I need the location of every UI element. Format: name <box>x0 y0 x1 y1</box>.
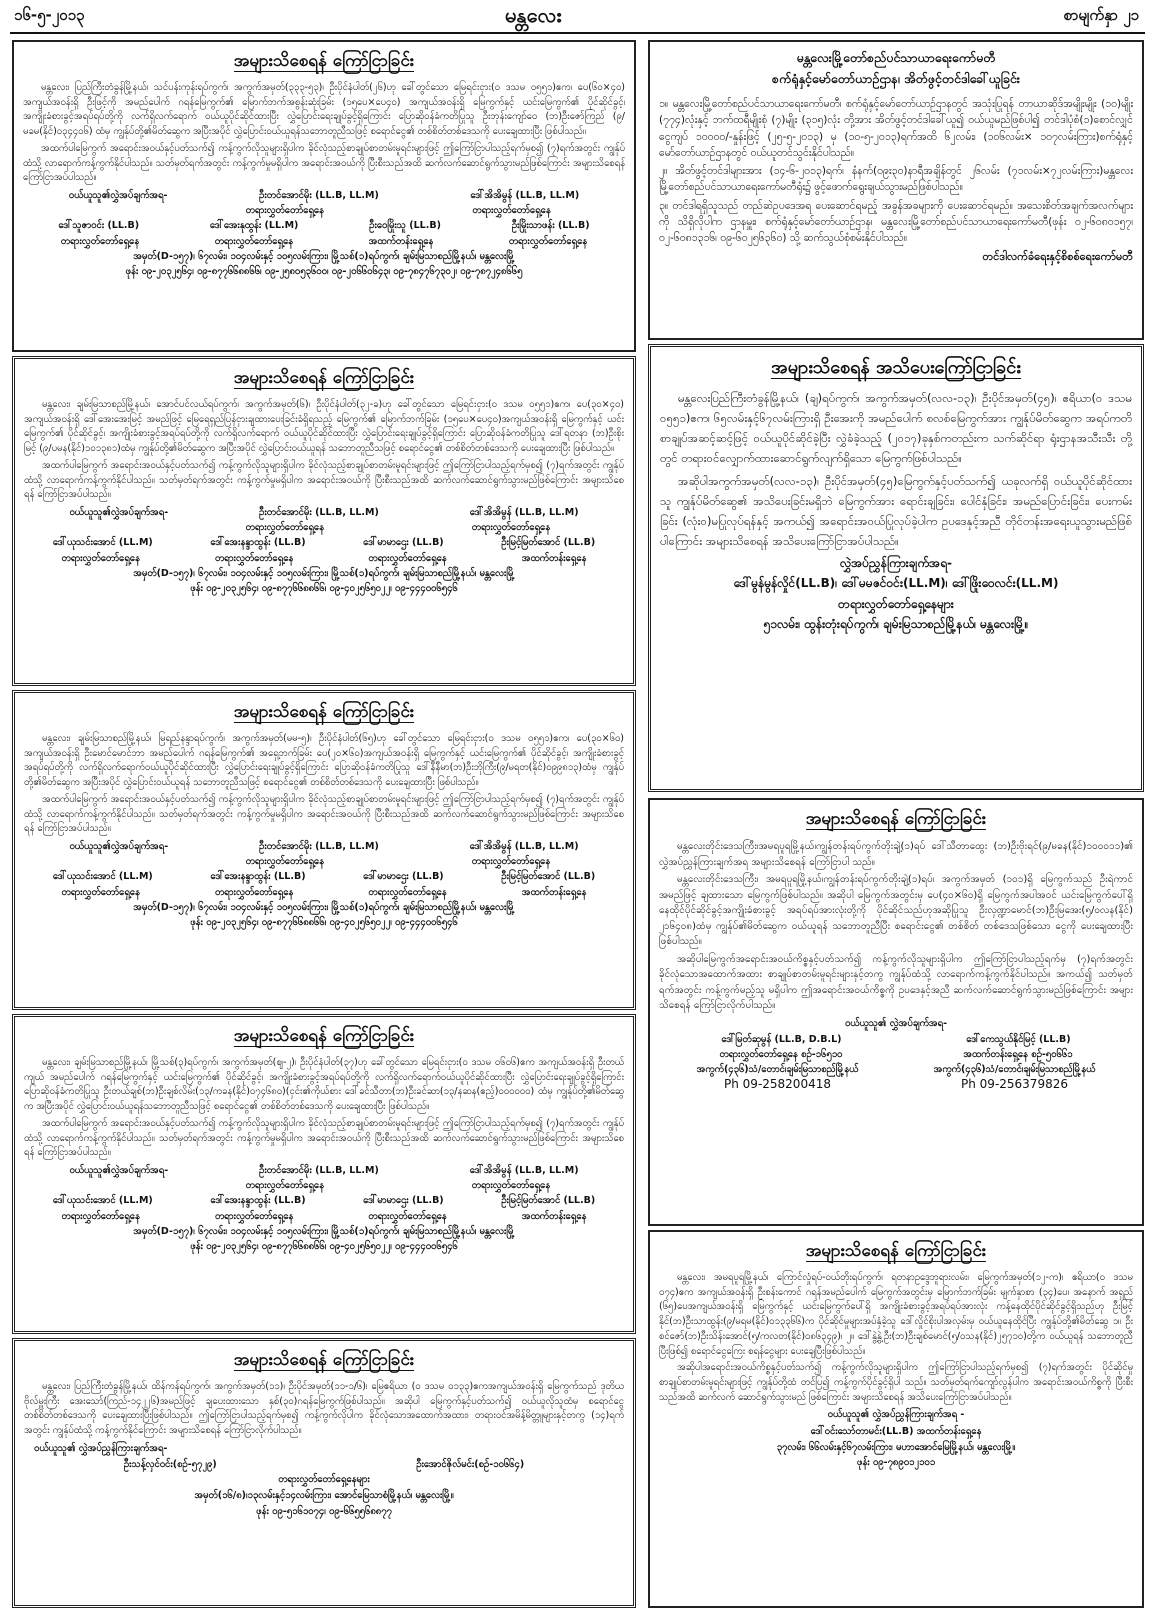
signature: ဒေါ်မွန်မွန်လှိုင်(LL.B)၊ ဒေါ်မမဇင်ဝင်း(LL.M)၊ ဒေါ်ဖြိုးဝေလင်း(LL.M) <box>733 576 1059 591</box>
phone: ဖုန်း ၀၉-၅၁၆၁၀၇၄၊ ၀၉-၆၆၅၅၆၈၈၇၇ <box>256 1505 392 1517</box>
phone: ဖုန်း ၀၉-၂၀၃၂၅၆၄၊ ၀၉-၈၇၇၆၆၈၈၆၆၊ ၀၉-၄၀၂၅၆၅၀၂၂၊ ၀၉-၄၄၄၀၀၆၅၄၆ <box>190 582 458 594</box>
notice-title: အများသိစေရန် ကြော်ငြာခြင်း <box>233 1026 415 1046</box>
phone: ဖုန်း ၀၉-၂၀၃၂၅၆၄၊ ၀၉-၈၇၇၆၆၈၈၆၆၊ ၀၉-၂၅၈၀၅၃၆၀၀၊ ၀၉-၂၀၆၆၀၆၄၃၊ ၀၉-၇၈၄၇၆၇၃၀၂၊ ၀၉-၇၈၇၂၄၈၆၆၅ <box>125 265 523 277</box>
signature: တင်ဒါလက်ခံရေးနှင့်စိစစ်ရေးကော်မတီ <box>982 250 1133 264</box>
signature-row: တရားလွှတ်တော်ရှေ့နေ တရားလွှတ်တော်ရှေ့နေ <box>245 205 551 217</box>
signature-row: ဝယ်ယူသူ၏လွှဲအပ်ချက်အရ- ဦးတင်အောင်မိုး (LL.B, LL.M) ဒေါ်အိအိမွန် (LL.B, LL.M) <box>69 507 579 519</box>
signature-row: တရားလွှတ်တော်ရှေ့နေ တရားလွှတ်တော်ရှေ့နေ <box>245 1180 551 1192</box>
notice-body: မန္တလေး၊ ပြည်ကြီးတံခွန်မြို့နယ်၊ ထိန်ကန်ရပ်ကွက်၊ အကွက်အမှတ်(၁၁)၊ ဦးပိုင်အမှတ်(၁၁-၁/၆)၊ မြေဧရိယာ (၀ ဒသမ ၀၁၃၃)ဧကအကျယ်အဝန်းရှိ မြေကွက်သည် ဒုတိယဗိုလ်မှူးကြီး အေးသော်(ကြည်-၁၄၂၂၆)အမည်ဖြင့် ချပေးထားသော နှစ်(၃၀)ဂရန်မြေကွက်ဖြစ်ပါသည်။ အဆိုပါ မြေကွက်နှင့်ပတ်သက်၍ ဝယ်ယူလိုသူထံမှ စရောင်ငွေတစ်စိတ်တစ်ဒေသကို ပေးချေထားပြီးဖြစ်ပါသည်။ ဤကြော်ငြာပါသည့်ရက်မှစ၍ ကန့်ကွက်လိုပါက ခိုင်လုံသောအထောက်အထား၊ တရားဝင်အမိန့်မိတ္တူများနှင့်တကွ (၁၄)ရက်အတွင်း ကျွန်ုပ်ထံသို့ ကန့်ကွက်နိုင်ကြောင်း အများသိစေရန် ကြော်ငြာလိုက်ပါသည်။ <box>24 1381 624 1437</box>
notice-title: အများသိစေရန် ကြော်ငြာခြင်း <box>233 1350 415 1370</box>
notice-body: ၁။ မန္တလေးမြို့တော်စည်ပင်သာယာရေးကော်မတီ၊ စက်ရုံနှင့်မော်တော်ယာဉ်ဌာနတွင် အသုံးပြုရန် တာယာဆိုဒ်အမျိုးမျိုး (၁၀)မျိုး (၇၇၄)လုံးနှင့် ဘက်ထရီမျိုးစုံ (၇)မျိုး (၃၁၅)လုံး တို့အား အိတ်ဖွင့်တင်ဒါခေါ်ယူ၍ ဝယ်ယူမည်ဖြစ်ပါ၍ တင်ဒါပုံစံ(၁)စောင်လျှင် ငွေကျပ် ၁၀၀၀၀/-နှုန်းဖြင့် (၂၅-၅-၂၀၁၃) မှ (၁၀-၅-၂၀၁၃)ရက်အထိ ၆၂လမ်း၊ (၁၀၆လမ်း× ၁၀၇လမ်းကြား)စက်ရုံနှင့်မော်တော်ယာဉ်ဌာနတွင် ဝယ်ယူတင်သွင်းနိုင်ပါသည်။ <box>659 98 1133 159</box>
signature-row: တရားလွှတ်တော်ရှေ့နေ တရားလွှတ်တော်ရှေ့နေ တရားလွှတ်တော်ရှေ့နေ အထက်တန်းရှေ့နေ <box>61 886 587 898</box>
signature-row: အကွက်(၄၃၆)သံ/တောင်၊ချမ်းမြသာစည်မြို့နယ် အကွက်(၄၃၆)သံ/တောင်၊ချမ်းမြသာစည်မြို့နယ် <box>696 1064 1096 1076</box>
notice-2 <box>12 356 636 686</box>
notice-body: ၂။ အိတ်ဖွင့်တင်ဒါများအား (၁၄-၆-၂၀၁၃)ရက်၊ နံနက်(၀၉း၃၀)နာရီအချိန်တွင် ၂၆လမ်း (၇၁လမ်း×၇၂လမ်းကြား)မန္တလေးမြို့တော်စည်ပင်သာယာရေးကော်မတီရုံး၌ ဖွင့်ဖောက်ရွေးချယ်သွားမည်ဖြစ်ပါသည်။ <box>659 165 1133 194</box>
page-number: စာမျက်နှာ ၂၁ <box>1063 6 1139 24</box>
address: အမှတ်(D-၁၅၇)၊ ၆၇လမ်း၊ ၁၀၄လမ်းနှင့် ၁၀၅လမ်းကြား၊ မြို့သစ်(၁)ရပ်ကွက်၊ ချမ်းမြသာစည်မြို့နယ်၊ မန္တလေးမြို့ <box>133 1225 515 1237</box>
notice-body: ၃။ တင်ဒါရရှိသူသည် တည်ဆဲဥပဒေအရ ပေးဆောင်ရမည့် အခွန်အခများကို ပေးဆောင်ရမည်။ အသေးစိတ်အချက်အလက်များကို သိရှိလိုပါက ဌာနမှူး၊ စက်ရုံနှင့်မော်တော်ယာဉ်ဌာန၊ မန္တလေးမြို့တော်စည်ပင်သာယာရေးကော်မတီ(ဖုန်း ၀၂-၆၀၈၀၁၅၇၊ ၀၂-၆၀၈၁၃၁၆၊ ၀၉-၆၀၂၅၆၃၆၀) သို့ ဆက်သွယ်စုံစမ်းနိုင်ပါသည်။ <box>659 199 1133 245</box>
signature: တရားလွှတ်တော်ရှေ့နေများ <box>838 596 954 611</box>
notice-body: မန္တလေး၊ အမရပူရမြို့နယ်၊ ကြောင်လှုံရပ်-ဝယ်တိုးရပ်ကွက်၊ ရတနာဥဒ္ဒေဘူရားလမ်း၊ မြေကွက်အမှတ်(၁၂-က)၊ ဧရိယာ(၀ ဒသမ ၀၇၄)ဧက အကျယ်အဝန်းရှိ ဦးစန်းကောင် ဂရန်အမည်ပေါက် မြေကွက်အတွင်းမှ မြောက်ဘက်ခြမ်း မျက်နှာစာ (၃၄)ပေ၊ အနောက် အရှည် (၆၅)ပေအကျယ်အဝန်းရှိ မြေကွက်နှင့် ယင်းမြေကွက်ပေါ်ရှိ အကျိုးခံစားခွင့်အရပ်ရပ်အားလုံး ကန့်နေထိုင်ပိုင်ဆိုင်ခွင့်ရှိသည်ဟု ဦးမြင့်နိုင်(ဘ)ဦးသာထွန်း(၉/မရမ(နိုင်)၀၁၃၃၆၆)က ပိုင်ဆိုင်မှုများအပ်နှံခဲ့သူ ဒေါ်လှိုင်စိုးပါအလှမ်းမှ ဝယ်ယူနေထိုင်ပြီး ကျွန်ုပ်တို့၏မိတ်ဆွေ ၁။ ဦးစင်ဇော်(ဘ)ဦးသိန်းအောင်(၅/ကလတ(နိုင်)၀၈၆၃၄၉)၊ ၂။ ဒေါ်နွဲ့နွဲ့ဦး(ဘ)ဦးချစ်မောင်(၅/၀သန(နိုင်)၂၅၇၁၀)တို့က ဝယ်ယူရန် သဘောတူညီပြီးဖြစ်၍ စရောင်ငွေကြေး စရန်ငွေများ ပေးချေပြီးဖြစ်ပါသည်။ <box>659 1272 1133 1357</box>
notice-body: အဆိုပါအကွက်အမှတ်(လလ-၁၃)၊ ဦးပိုင်အမှတ်(၄၅)မြေကွက်နှင့်ပတ်သက်၍ ယခုလက်ရှိ ဝယ်ယူပိုင်ဆိုင်ထားသူ ကျွန်ုပ်မိတ်ဆွေ၏ အသိပေးခြင်းမရှိဘဲ မြေကွက်အား ရောင်းချခြင်း၊ ပေါင်နှံခြင်း၊ အမည်ပြောင်းခြင်း၊ ပေးကမ်းခြင်း (လုံးဝ)မပြုလုပ်ရန်နှင့် အကယ်၍ အရောင်းအဝယ်ပြုလုပ်ခဲ့ပါက ဥပဒေနှင့်အညီ တိုင်တန်းအရေးယူသွားမည်ဖြစ် ပါကြောင်း အများသိစေရန် အသိပေးကြော်ငြာအပ်ပါသည်။ <box>660 473 1132 548</box>
header-rule <box>10 32 1145 34</box>
address: အမှတ်(၁၆/၈)၊၁၃လမ်းနှင့်၁၄လမ်းကြား၊ အောင်မြေသာစံမြို့နယ်၊ မန္တလေးမြို့။ <box>194 1490 454 1502</box>
notice-7 <box>648 344 1144 792</box>
signature-row: ဝယ်ယူသူ၏လွှဲအပ်ချက်အရ- ဦးတင်အောင်မိုး (LL.B, LL.M) ဒေါ်အိအိမွန် (LL.B, LL.M) <box>69 841 579 853</box>
notice-title: အများသိစေရန် ကြော်ငြာခြင်း <box>805 809 987 829</box>
signature: ဝယ်ယူသူ၏ လွှဲအပ်ချက်အရ- <box>844 1017 948 1029</box>
signature-row: ဒေါ်ယုသင်းအောင် (LL.M) ဒေါ်အေးနန္ဒာထွန်း (LL.B) ဒေါ်မာမာဌေး (LL.B) ဦးမြင့်မြတ်အောင် (LL.B) <box>52 1195 596 1207</box>
notice-title: အများသိစေရန် ကြော်ငြာခြင်း <box>805 1241 987 1261</box>
newspaper-logo: မန္တလေး <box>505 3 562 27</box>
address: ၃၇လမ်း၊ ၆၆လမ်းနှင့်၆၇လမ်းကြား၊ မဟာအောင်မြေမြို့နယ်၊ မန္တလေးမြို့။ <box>776 1441 1016 1453</box>
notice-title: အများသိစေရန် အသိပေးကြော်ငြာခြင်း <box>771 357 1021 378</box>
signature: တရားလွှတ်တော်ရှေ့နေများ <box>278 1474 370 1486</box>
tender-title: မန္တလေးမြို့တော်စည်ပင်သာယာရေးကော်မတီ <box>796 50 996 65</box>
page-header <box>0 0 1155 34</box>
signature-row: ဒေါ်ယုသင်းအောင် (LL.M) ဒေါ်အေးနန္ဒာထွန်း (LL.B) ဒေါ်မာမာဌေး (LL.B) ဦးမြင့်မြတ်အောင် (LL.B) <box>52 537 596 549</box>
notice-5 <box>12 1338 636 1608</box>
notice-9 <box>648 1230 1144 1608</box>
notice-title: အများသိစေရန် ကြော်ငြာခြင်း <box>233 51 415 71</box>
address: အမှတ်(D-၁၅၇)၊ ၆၇လမ်း၊ ၁၀၄လမ်းနှင့် ၁၀၅လမ်းကြား၊ မြို့သစ်(၁)ရပ်ကွက်၊ ချမ်းမြသာစည်မြို့နယ်၊ မန္တလေးမြို့ <box>133 250 515 262</box>
signature-row: တရားလွှတ်တော်ရှေ့နေ တရားလွှတ်တော်ရှေ့နေ တရားလွှတ်တော်ရှေ့နေ အထက်တန်းရှေ့နေ <box>61 1210 587 1222</box>
address: ၅၁လမ်း၊ ထွန်းတုံးရပ်ကွက်၊ ချမ်းမြသာစည်မြို့နယ်၊ မန္တလေးမြို့။ <box>763 617 1029 632</box>
notice-4 <box>12 1014 636 1334</box>
signature: ဒေါ်ဝင်းသော်တာမင်း(LL.B) အထက်တန်းရှေ့နေ <box>810 1425 982 1437</box>
signature-row: တရားလွှတ်တော်ရှေ့နေ တရားလွှတ်တော်ရှေ့နေ <box>245 856 551 868</box>
notice-3 <box>12 690 636 1010</box>
signature-row: ဝယ်ယူသူ၏လွှဲအပ်ချက်အရ- ဦးတင်အောင်မိုး (LL.B, LL.M) ဒေါ်အိအိမွန် (LL.B, LL.M) <box>68 190 580 202</box>
tender-subtitle: စက်ရုံနှင့်မော်တော်ယာဉ်ဌာန၊ အိတ်ဖွင့်တင်ဒါခေါ်ယူခြင်း <box>772 71 1020 86</box>
notice-body: အထက်ပါမြေကွက် အရောင်းအဝယ်နှင့်ပတ်သက်၍ ကန့်ကွက်လိုသူများရှိပါက ခိုင်လုံသည့်စာချုပ်စာတမ်းမူရင်းများဖြင့် ဤကြော်ငြာပါသည့်ရက်မှစ၍ (၇)ရက်အတွင်း ကျွန်ုပ်ထံသို့ လာရောက်ကန့်ကွက်နိုင်ပါသည်။ သတ်မှတ်ရက်အတွင်း ကန့်ကွက်မှုမရှိပါက အရောင်းအဝယ်ကို ပြီးစီးသည်အထိ ဆက်လက်ဆောင်ရွက်သွားမည်ဖြစ်ကြောင်း အများသိစေရန် ကြော်ငြာအပ်ပါသည်။ <box>24 1117 624 1159</box>
notice-body: မန္တလေးတိုင်းဒေသကြီး၊ အမရပူရမြို့နယ်၊ကျွန်တန်းရပ်ကွက်တိုးချဲ့(၁)ရပ်၊ အကွက်အမှတ် (၁၀၁)ရှိ မြေကွက်သည် ဦးရဲကာင်အမည်ဖြင့် ချထားသော မြေကွက်ဖြစ်ပါသည်။ အဆိုပါ မြေကွက်အတွင်းမှ ပေ(၄၀×၆၀)ရှိ မြေကွက်အပါအဝင် ယင်းမြေကွက်ပေါ်ရှိ နေထိုင်ပိုင်ဆိုင်ခွင့်အကျိုးခံစားခွင့် အရပ်ရပ်အားလုံးတို့ကို ပိုင်ဆိုင်သည်ဟုအဆိုပြုသူ ဦးလှဏ္ဍာမောင်(ဘ)ဦးမြအေး(၅/ဝလန(နိုင်) ၂၁၆၄၀၈)ထံမှ ကျွန်ုပ်၏မိတ်ဆွေက ဝယ်ယူရန် သဘောတူညီပြီး စရောင်းငွေ၏ တစ်စိတ် တစ်ဒေသဖြစ်သော ငွေကို ပေးချေထားပြီးဖြစ်ပါသည်။ <box>659 874 1133 947</box>
signature: ဝယ်ယူသူ၏ လွှဲအပ်ညွှန်ကြားချက်အရ - <box>827 1409 965 1421</box>
phone: ဖုန်း ၀၉-၂၀၃၂၅၆၄၊ ၀၉-၈၇၇၆၆၈၈၆၆၊ ၀၉-၄၀၂၅၆၅၀၂၂၊ ၀၉-၄၄၄၀၀၆၅၄၆ <box>190 1240 458 1252</box>
signature-row: ဦးသန့်လှင်ဝင်း(စဥ်-၅၇၂၉) ဦးအောင်ဇိုလ်မင်း(စဥ်-၁၀၆၆၄) <box>123 1459 525 1471</box>
signature-row: တရားလွှတ်တော်ရှေ့နေ စဉ်-၁၆၅၁၀ အထက်တန်းရှေ့နေ စဉ်-၅၀၆၆၁ <box>719 1048 1073 1060</box>
notice-body: အဆိုပါအရောင်းအဝယ်ကိစ္စနှင့်ပတ်သက်၍ ကန့်ကွက်လိုသူများရှိပါက ဤကြော်ငြာပါသည့်ရက်မှစ၍ (၇)ရက်အတွင်း ပိုင်ဆိုင်မှုစာချုပ်စာတမ်းမူရင်းများဖြင့် ကျွန်ုပ်တို့ထံ တင်ပြ၍ ကန့်ကွက်ပိုင်ခွင့်ရှိပါ သည်။ သတ်မှတ်ရက်ကျော်လွန်ပါက အရောင်းအဝယ်ကိစ္စကို ပြီးစီးသည်အထိ ဆက်လက် ဆောင်ရွက်သွားမည် ဖြစ်ကြောင်း အများသိစေရန် အသိပေးကြော်ငြာအပ်ပါသည်။ <box>659 1362 1133 1403</box>
signature: လွှဲအပ်ညွှန်ကြားချက်အရ- <box>840 556 952 570</box>
notice-body: မန္တလေး၊ ပြည်ကြီးတံခွန်မြို့နယ်၊ သင်ပန်းကုန်းရပ်ကွက်၊ အကွက်အမှတ်(၃၃၃-၅၃)၊ ဦးပိုင်နံပါတ်(၂၆)ဟု ခေါ်တွင်သော မြေရင်းငှား(၀ ဒသမ ၀၅၅၁)ဧက၊ ပေ(၆၀×၄၀) အကျယ်အဝန်းရှိ ဦးဖြင့်ကို အမည်ပေါက် ဂရန်မြေကွက်၏ မြောက်ဘက်အစွန်းဆုံးခြမ်း (၁၅ပေ×ပေ၄၀) အကျယ်အဝန်းရှိ မြေကွက်နှင့် ယင်းမြေကွက်၏ ပိုင်ဆိုင်ခွင့်၊ အကျိုးခံစားခွင့်အရပ်ရပ်တို့ကို လက်ရှိလက်ရောက် ဝယ်ယူပိုင်ဆိုင်ထားပြီး လွှဲပြောင်းရေးချုပ်ခွင့်ရှိကြောင်း ပြောဆိုဝန်ခံကတိပြုသူ ဦးဘုန်းကျော်ဝေ (ဘ)ဦးဇော်ကြည် (၉/မခမ(နိုင်)၀၃၄၄၀၆) ထံမှ ကျွန်ုပ်တို့၏မိတ်ဆွေက အပြီးအပိုင် လွှဲပြောင်းဝယ်ယူရန်သဘောတူညီသဖြင့် စရောင်ငွေ၏ တစ်စိတ်တစ်ဒေသကို ပေးချေထားပြီး ဖြစ်ပါသည်။ <box>23 82 625 138</box>
notice-body: အထက်ပါမြေကွက် အရောင်းအဝယ်နှင့်ပတ်သက်၍ ကန့်ကွက်လိုသူများရှိပါက ခိုင်လုံသည့်စာချုပ်စာတမ်းမူရင်းများဖြင့် ဤကြော်ငြာပါသည့်ရက်မှစ၍ (၇)ရက်အတွင်း ကျွန်ုပ်ထံသို့ လာရောက်ကန့်ကွက်နိုင်ပါသည်။ သတ်မှတ်ရက်အတွင်း ကန့်ကွက်မှုမရှိပါက အရောင်းအဝယ်ကို ပြီးစီးသည်အထိ ဆက်လက်ဆောင်ရွက်သွားမည်ဖြစ်ကြောင်း အများသိစေရန် ကြော်ငြာအပ်ပါသည်။ <box>24 793 624 835</box>
signature: ဝယ်ယူသူ၏ လွှဲအပ်ညွှန်ကြားချက်အရ- <box>34 1442 168 1454</box>
notice-title: အများသိစေရန် ကြော်ငြာခြင်း <box>233 368 415 388</box>
notice-body: အဆိုပါမြေကွက်အရောင်းအဝယ်ကိစ္စနှင့်ပတ်သက်၍ ကန့်ကွက်လိုသူများရှိပါက ဤကြော်ငြာပါသည့်ရက်မှ (၇)ရက်အတွင်း ခိုင်လုံသောအထောက်အထား စာချုပ်စာတမ်းမူရင်းများနှင့်တကွ ကျွန်ုပ်ထံသို့ လာရောက်ကန့်ကွက်နိုင်ပါသည်။ အကယ်၍ သတ်မှတ်ရက်အတွင်း ကန့်ကွက်မည့်သူ မရှိပါက ဤအရောင်းအဝယ်ကိစ္စကို ဥပဒေနှင့်အညီ ဆက်လက်ဆောင်ရွက်သွားမည်ဖြစ်ကြောင်း အများသိစေရန် ကြော်ငြာလိုက်ပါသည်။ <box>659 953 1133 1011</box>
notice-body: မန္တလေး၊ ချမ်းမြသာစည်မြို့နယ်၊ မြရည်နန္ဒာရပ်ကွက်၊ အကွက်အမှတ်(မမ-၅)၊ ဦးပိုင်နံပါတ်(၆၅)ဟု ခေါ်တွင်သော မြေရင်းငှား(၀ ဒသမ ၀၅၅၁)ဧက၊ ပေ(၃၀×၆၀) အကျယ်အဝန်းရှိ ဦးမောင်မောင်ဘာ အမည်ပေါက် ဂရန်မြေကွက်၏ အရှေ့ဘက်ခြမ်း ပေ(၂၀×၆၀)အကျယ်အဝန်းရှိ မြေကွက်နှင့် ယင်းမြေကွက်၏ ပိုင်ဆိုင်ခွင့်၊ အကျိုးခံစားခွင့်အရပ်ရပ်တို့ကို လက်ရှိလက်ရောက်ဝယ်ယူပိုင်ဆိုင်ထားပြီး လွှဲပြောင်းရေးချုပ်ခွင့်ရှိကြောင်း ပြောဆိုဝန်ခံကတိပြုသူ ဒေါ်နီနီမာ(ဘ)ဦးဘိုကြီး(၉/မရတ(နိုင်)၀၉၉၈၁၃)ထံမှ ကျွန်ုပ်တို့၏မိတ်ဆွေက အပြီးအပိုင် လွှဲပြောင်းဝယ်ယူရန် သဘောတူညီသဖြင့် စရောင်ငွေ၏ တစ်စိတ်တစ်ဒေသကို ပေးချေထားပြီး ဖြစ်ပါသည်။ <box>24 733 624 789</box>
phone-row: Ph 09-258200418 Ph 09-256379826 <box>724 1077 1068 1092</box>
phone: ဖုန်း ၀၉-၂၀၃၂၅၆၄၊ ၀၉-၈၇၇၆၆၈၈၆၆၊ ၀၉-၄၀၂၅၆၅၀၂၂၊ ၀၉-၄၄၄၀၀၆၅၄၆ <box>190 916 458 928</box>
notice-body: မန္တလေးတိုင်းဒေသကြီး၊အမရပူရမြို့နယ်၊ကျွန်တန်းရပ်ကွက်တိုးချဲ့(၁)ရပ် ဒေါ်သီတာထွေး (ဘ)ဦးဗိုးရင်(၉/မခန(နိုင်)၁၀၀၀၁၁)၏ လွှဲအပ်ညွှန်ကြားချက်အရ အများသိစေရန် ကြော်ငြာပါ သည်။ <box>659 841 1133 868</box>
notice-body: မန္တလေး၊ ချမ်းမြသာစည်မြို့နယ်၊ မြို့သစ်(၃)ရပ်ကွက်၊ အကွက်အမှတ်(ဈ-၂)၊ ဦးပိုင်နံပါတ်(၃၇)ဟု ခေါ်တွင်သော မြေရင်းငှား(၀ ဒသမ ၀၆၀၆)ဧက အကျယ်အဝန်းရှိ ဦးတယ်ကျယ် အမည်ပေါက် ဂရန်မြေကွက်နှင့် ယင်းမြေကွက်၏ ပိုင်ဆိုင်ခွင့်၊ အကျိုးခံစားခွင့်အရပ်ရပ်တို့ကို လက်ရှိလက်ရောက်ဝယ်ယူပိုင်ဆိုင်ထားပြီး လွှဲပြောင်းရေးချုပ်ခွင့်ရှိကြောင်း ပြောဆိုဝန်ခံကတိပြုသူ ဦးတယ်ချစ်(ဘ)ဦးချစ်လိမ်း(၁၃/ကခန(နိုင်)၀၇၄၆၈၀)(ငှင်း၏ကိုယ်စား ဒေါ်ခင်သီတာ(ဘ)ဦးခင်ဆာ(၁၃/နဆန(ဧည့်)၀၀၀၀၀၀) ထံမှ ကျွန်ုပ်တို့၏မိတ်ဆွေက အပြီးအပိုင် လွှဲပြောင်းဝယ်ယူရန်သဘောတူညီသဖြင့် စရောင်ငွေ၏ တစ်စိတ်တစ်ဒေသကို ပေးချေထားပြီး ဖြစ်ပါသည်။ <box>24 1057 624 1113</box>
signature-row: ဝယ်ယူသူ၏လွှဲအပ်ချက်အရ- ဦးတင်အောင်မိုး (LL.B, LL.M) ဒေါ်အိအိမွန် (LL.B, LL.M) <box>69 1165 579 1177</box>
phone: ဖုန်း ၀၉-၇၈၉၀၁၂၁၀၁ <box>856 1456 936 1468</box>
signature-row: တရားလွှတ်တော်ရှေ့နေ တရားလွှတ်တော်ရှေ့နေ <box>245 522 551 534</box>
notice-1 <box>12 40 636 352</box>
notice-body: မန္တလေးပြည်ကြီးတံခွန်မြို့နယ်၊ (ချ)ရပ်ကွက်၊ အကွက်အမှတ်(လလ-၁၃)၊ ဦးပိုင်အမှတ်(၄၅)၊ ဧရိယာ(၀ ဒသမ ၀၅၅၁)ဧက၊ ၆၅လမ်းနှင့်၆၇လမ်းကြားရှိ ဦးအေးကို အမည်ပေါက် စလစ်မြေကွက်အား ကျွန်ုပ်မိတ်ဆွေက အရပ်ကတိ စာချုပ်အဆင့်ဆင့်ဖြင့် ဝယ်ယူပိုင်ဆိုင်ခဲ့ပြီး လွှဲခံခဲ့သည့် (၂၀၁၇)ခုနှစ်ကတည်းက သက်ဆိုင်ရာ ရုံးဌာနအသီးသီး တို့တွင် တရားဝင်လျှောက်ထားဆောင်ရွက်လျက်ရှိသော မြေကွက်ဖြစ်ပါသည်။ <box>660 391 1132 466</box>
notice-body: အထက်ပါမြေကွက် အရောင်းအဝယ်နှင့်ပတ်သက်၍ ကန့်ကွက်လိုသူများရှိပါက ခိုင်လုံသည့်စာချုပ်စာတမ်းမူရင်းများဖြင့် ဤကြော်ငြာပါသည့်ရက်မှစ၍ (၇)ရက်အတွင်း ကျွန်ုပ်ထံသို့ လာရောက်ကန့်ကွက်နိုင်ပါသည်။ သတ်မှတ်ရက်အတွင်း ကန့်ကွက်မှုမရှိပါက အရောင်းအဝယ်ကို ပြီးစီးသည်အထိ ဆက်လက်ဆောင်ရွက်သွားမည်ဖြစ်ကြောင်း အများသိစေရန် ကြော်ငြာအပ်ပါသည်။ <box>23 142 625 184</box>
address: အမှတ်(D-၁၅၇)၊ ၆၇လမ်း၊ ၁၀၄လမ်းနှင့် ၁၀၅လမ်းကြား၊ မြို့သစ်(၁)ရပ်ကွက်၊ ချမ်းမြသာစည်မြို့နယ်၊ မန္တလေးမြို့ <box>133 901 515 913</box>
signature-row: တရားလွှတ်တော်ရှေ့နေ တရားလွှတ်တော်ရှေ့နေ အထက်တန်းရှေ့နေ တရားလွှတ်တော်ရှေ့နေ <box>60 235 588 247</box>
notice-body: မန္တလေး၊ ချမ်းမြသာစည်မြို့နယ်၊ အောင်ပင်လယ်ရပ်ကွက်၊ အကွက်အမှတ်(၆)၊ ဦးပိုင်နံပါတ်(၃၂-ခ)ဟု ခေါ်တွင်သော မြေရင်းငှား(၀ ဒသမ ၀၅၅၁)ဧက၊ ပေ(၃၀×၄၀) အကျယ်အဝန်းရှိ ဒေါ်အေးအေးမြင့် အမည်ဖြင့် မြေရေရှည်ပြန်ငှားချထားပေးခြင်းခံရှိရသည့် မြေကွက်၏ မြောက်ဘက်ခြမ်း (၁၅ပေ×ပေ၄၀)အကျယ်အဝန်းရှိ မြေကွက်နှင့် ယင်းမြေကွက်၏ ပိုင်ဆိုင်ခွင့်၊ အကျိုးခံစားခွင့်အရပ်ရပ်တို့ကို လက်ရှိလက်ရောက် ဝယ်ယူပိုင်ဆိုင်ထားပြီး လွှဲပြောင်းရေးချုပ်ခွင့်ရှိကြောင်း ပြောဆိုဝန်ခံကတိပြုသူ ဒေါ်ရတနာ (ဘ)ဦးစိုးမြင့် (၉/ပမန(နိုင်)၁၀၁၃၈၁)ထံမှ ကျွန်ုပ်တို့၏မိတ်ဆွေက အပြီးအပိုင် လွှဲပြောင်းဝယ်ယူရန် သဘောတူညီသဖြင့် စရောင်ငွေ၏ တစ်စိတ်တစ်ဒေသကို ပေးချေထားပြီး ဖြစ်ပါသည်။ <box>24 399 624 455</box>
address: အမှတ်(D-၁၅၇)၊ ၆၇လမ်း၊ ၁၀၄လမ်းနှင့် ၁၀၅လမ်းကြား၊ မြို့သစ်(၁)ရပ်ကွက်၊ ချမ်းမြသာစည်မြို့နယ်၊ မန္တလေးမြို့ <box>133 567 515 579</box>
tender-notice <box>648 40 1144 340</box>
signature-row: တရားလွှတ်တော်ရှေ့နေ တရားလွှတ်တော်ရှေ့နေ တရားလွှတ်တော်ရှေ့နေ အထက်တန်းရှေ့နေ <box>61 552 587 564</box>
issue-date: ၁၆-၅-၂၀၁၃ <box>14 6 85 24</box>
signature-row: ဒေါ်ယုသင်းအောင် (LL.M) ဒေါ်အေးနန္ဒာထွန်း (LL.B) ဒေါ်မာမာဌေး (LL.B) ဦးမြင့်မြတ်အောင် (LL.B) <box>52 871 596 883</box>
notice-body: အထက်ပါမြေကွက် အရောင်းအဝယ်နှင့်ပတ်သက်၍ ကန့်ကွက်လိုသူများရှိပါက ခိုင်လုံသည့်စာချုပ်စာတမ်းမူရင်းများဖြင့် ဤကြော်ငြာပါသည့်ရက်မှစ၍ (၇)ရက်အတွင်း ကျွန်ုပ်ထံသို့ လာရောက်ကန့်ကွက်နိုင်ပါသည်။ သတ်မှတ်ရက်အတွင်း ကန့်ကွက်မှုမရှိပါက အရောင်းအဝယ်ကို ပြီးစီးသည်အထိ ဆက်လက်ဆောင်ရွက်သွားမည်ဖြစ်ကြောင်း အများသိစေရန် ကြော်ငြာအပ်ပါသည်။ <box>24 459 624 501</box>
notice-8 <box>648 798 1144 1226</box>
notice-title: အများသိစေရန် ကြော်ငြာခြင်း <box>233 702 415 722</box>
signature-row: ဒေါ်သူဇာဝင်း (LL.B) ဒေါ်အေးနုထွန်း (LL.M) ဦးဝေမြိုးသူ (LL.B) ဦးမြိုးသာဖန်း (LL.B) <box>58 220 590 232</box>
signature-row: ဒေါ်မြတ်ဆုမွန် (LL.B, D.B.L) ဒေါ်ကေသွယ်နိုင်မြင့် (LL.B) <box>721 1033 1071 1045</box>
